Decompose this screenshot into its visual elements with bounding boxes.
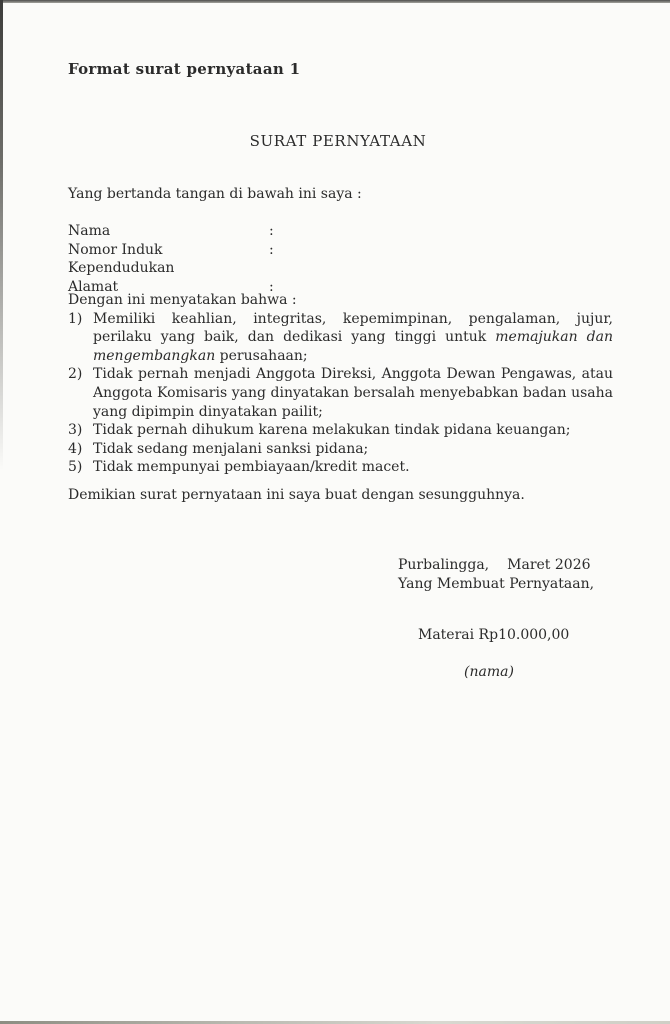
statement-text-italic: memajukan dan mengembangkan [93,329,613,364]
signer-name-placeholder: (nama) [464,664,514,680]
statement-item [68,421,613,440]
statement-text [93,440,613,459]
statement-text-before: Tidak sedang menjalani sanksi pidana; [93,440,369,457]
field-label-alamat: Alamat [68,278,119,295]
stamp-duty-note: Materai Rp10.000,00 [418,627,570,643]
scan-edge-left [0,0,3,470]
field-colon: : [269,278,274,295]
declaration-section [68,291,613,477]
statement-text-before: Tidak pernah menjadi Anggota Direksi, Anggota Dewan Pengawas, atau Anggota Komisaris yang dinyatakan bersalah menyebabkan badan usaha yang dipimpin dinyatakan pailit; [93,366,613,420]
statement-text-after: perusahaan; [215,347,308,364]
letter-title: SURAT PERNYATAAN [249,132,427,150]
identity-fields [68,222,279,296]
field-colon: : [269,241,274,258]
scan-edge-top [0,0,670,3]
field-colon: : [269,223,274,239]
statement-text [93,310,613,366]
statement-text [93,421,613,440]
signature-date: Maret 2026 [507,557,591,573]
format-label: Format surat pernyataan 1 [68,60,301,78]
statement-number: 2) [68,366,83,383]
statement-number: 1) [68,310,83,327]
statement-text [93,365,613,421]
statement-number: 5) [68,459,83,476]
statement-text [93,458,613,477]
identity-field-row-nik [68,241,279,278]
statement-text-before: Tidak pernah dihukum karena melakukan tindak pidana keuangan; [93,422,571,439]
statement-item [68,365,613,421]
statement-text-before: Tidak mempunyai pembiayaan/kredit macet. [93,459,410,476]
signature-place: Purbalingga, [398,557,490,573]
opening-line: Yang bertanda tangan di bawah ini saya : [68,186,362,202]
closing-line: Demikian surat pernyataan ini saya buat dengan sesungguhnya. [68,487,525,503]
declaration-intro: Dengan ini menyatakan bahwa : [68,292,297,308]
signature-place-date [398,556,594,575]
signature-block [398,556,594,595]
statement-item [68,440,613,459]
field-label-nama: Nama [68,223,111,239]
field-label-nik: Nomor Induk Kependudukan [68,241,175,276]
statement-number: 3) [68,422,83,439]
statement-item [68,458,613,477]
signature-capacity: Yang Membuat Pernyataan, [398,576,595,593]
statement-text-before: Memiliki keahlian, integritas, kepemimpinan, pengalaman, jujur, perilaku yang baik, dan dedikasi yang tinggi untuk [93,310,613,346]
statement-item [68,310,613,366]
statement-number: 4) [68,440,83,457]
identity-field-row-nama [68,222,279,241]
